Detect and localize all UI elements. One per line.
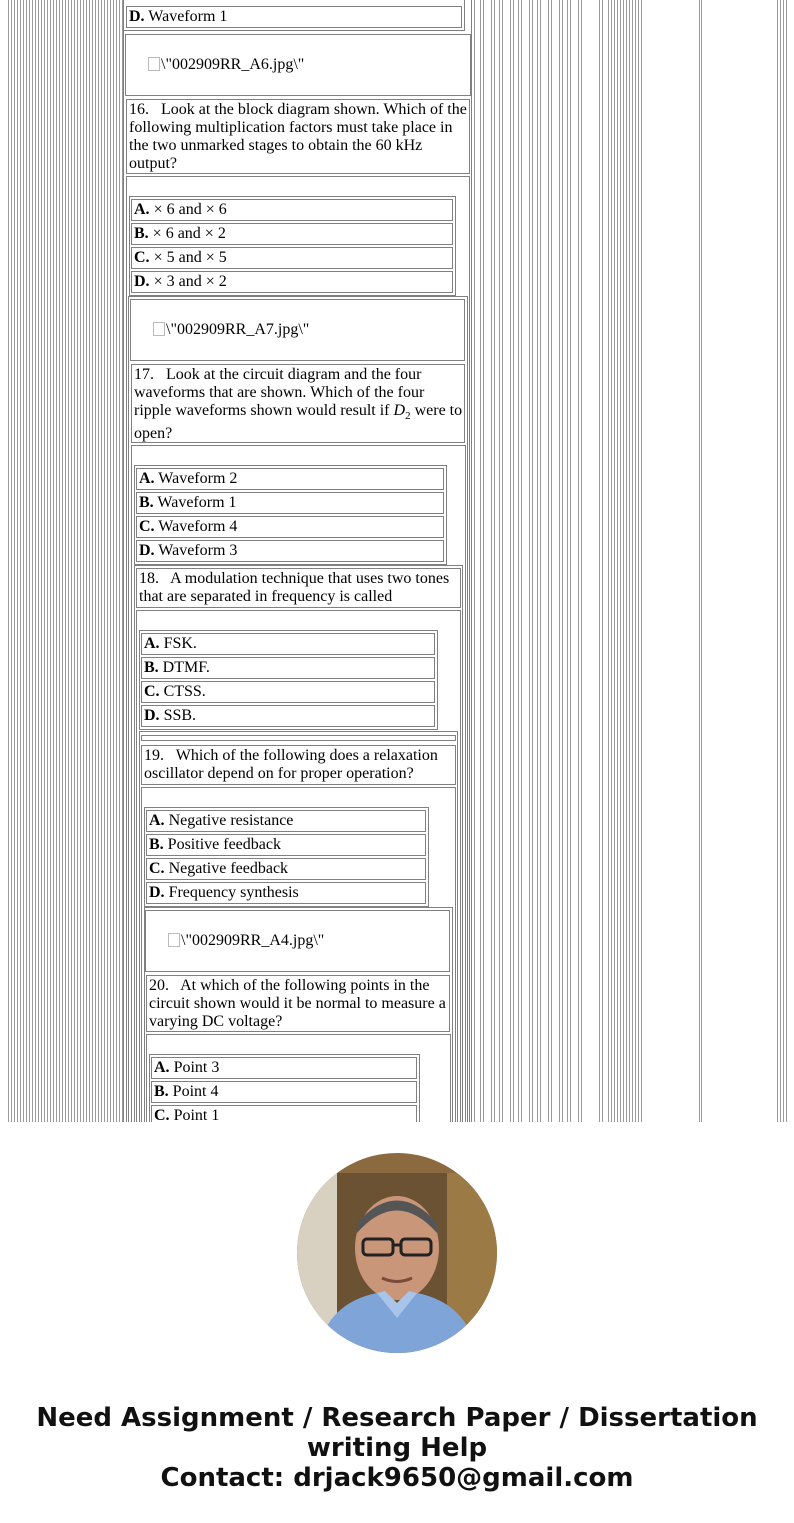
q15-option-d: D. Waveform 1: [126, 6, 462, 28]
question-number: 16.: [129, 101, 149, 118]
question-text: Look at the circuit diagram and the four waveforms that are shown. Which of the four ripple waveforms shown would result if: [134, 366, 425, 419]
q17-option-a: A. Waveform 2: [136, 468, 444, 490]
q16-option-c: C. × 5 and × 5: [131, 247, 453, 269]
question-19: [141, 745, 456, 785]
q18-option-b: B. DTMF.: [141, 657, 435, 679]
promo-footer: [0, 1122, 794, 1523]
broken-image-icon: [148, 57, 160, 71]
question-text: Which of the following does a relaxation oscillator depend on for proper operation?: [144, 747, 438, 782]
question-text: At which of the following points in the circuit shown would it be normal to measure a varying DC voltage?: [149, 977, 446, 1030]
q16-option-b: B. × 6 and × 2: [131, 223, 453, 245]
q19-option-d: D. Frequency synthesis: [146, 882, 426, 904]
avatar: [297, 1153, 497, 1353]
question-16: [126, 99, 470, 174]
q17-option-c: C. Waveform 4: [136, 516, 444, 538]
q16-option-d: D. × 3 and × 2: [131, 271, 453, 293]
q17-option-b: B. Waveform 1: [136, 492, 444, 514]
variable-subscript: 2: [405, 410, 411, 423]
image-a4: \"002909RR_A4.jpg\": [168, 931, 324, 951]
question-17: [131, 364, 465, 443]
broken-image-icon: [153, 322, 165, 336]
question-number: 19.: [144, 747, 164, 764]
q19-option-c: C. Negative feedback: [146, 858, 426, 880]
variable-d: D: [393, 402, 406, 419]
question-number: 20.: [149, 977, 169, 994]
question-18: [136, 568, 461, 608]
promo-line-1: Need Assignment / Research Paper / Dissertation: [36, 1403, 758, 1433]
q20-option-a: A. Point 3: [151, 1057, 417, 1079]
question-text-end: were to open?: [134, 402, 463, 443]
question-20: [146, 975, 450, 1032]
promo-text: [0, 1403, 794, 1493]
q20-option-c: C. Point 1: [151, 1105, 417, 1122]
promo-line-2: writing Help: [306, 1433, 488, 1463]
q18-option-a: A. FSK.: [141, 633, 435, 655]
q18-option-c: C. CTSS.: [141, 681, 435, 703]
question-text: A modulation technique that uses two tones that are separated in frequency is called: [139, 570, 450, 605]
question-number: 17.: [134, 366, 154, 383]
broken-image-icon: [168, 933, 180, 947]
q20-option-b: B. Point 4: [151, 1081, 417, 1103]
image-a7: \"002909RR_A7.jpg\": [153, 320, 309, 340]
question-number: 18.: [139, 570, 159, 587]
q16-option-a: A. × 6 and × 6: [131, 199, 453, 221]
promo-contact[interactable]: Contact: drjack9650@gmail.com: [160, 1463, 634, 1493]
q19-option-a: A. Negative resistance: [146, 810, 426, 832]
question-text: Look at the block diagram shown. Which of the following multiplication factors must take place in the two unmarked stages to obtain the 60 kHz output?: [129, 101, 467, 172]
q19-option-b: B. Positive feedback: [146, 834, 426, 856]
profile-photo: [297, 1153, 497, 1353]
image-a6: \"002909RR_A6.jpg\": [148, 55, 304, 75]
q17-option-d: D. Waveform 3: [136, 540, 444, 562]
q18-option-d: D. SSB.: [141, 705, 435, 727]
